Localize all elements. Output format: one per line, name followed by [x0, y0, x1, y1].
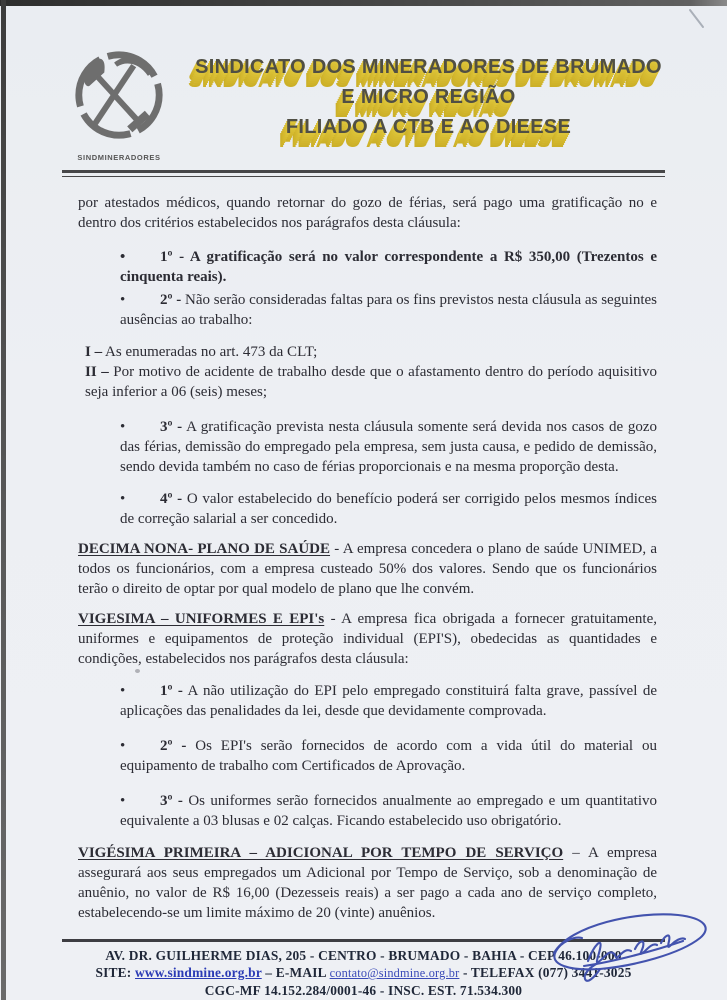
roman-item-1	[85, 342, 657, 362]
clause19-text: - A empresa concedera o plano de saúde UNIMED, a todos os funcionários, com a empresa custeado 50% dos valores. Sendo que os funcionários terão o direito de optar por qual modelo de plano que lhe convém.	[78, 541, 658, 597]
org-title-line1: SINDICATO DOS MINERADORES DE BRUMADO	[195, 56, 662, 78]
org-title-line3: FILIADO A CTB E AO DIEESE	[285, 116, 572, 138]
item-text: A não utilização do EPI pelo empregado constituirá falta grave, passível de aplicações das penalidades da lei, desde que devidamente comprovada.	[120, 683, 657, 719]
clause20-text: - A empresa fica obrigada a fornecer gratuitamente, uniformes e equipamentos de proteção individual (EPI'S), obedecidas as quantidades e condições, estabelecidos nos parágrafos desta cláusula:	[78, 611, 657, 667]
clause18-item-2	[120, 290, 657, 330]
roman-item-2	[85, 362, 657, 402]
clause20-item-1	[120, 681, 657, 721]
site-link[interactable]: www.sindmine.org.br	[135, 965, 262, 980]
item-text: Os uniformes serão fornecidos anualmente ao empregado e um quantitativo equivalente a 03 blusas e 02 calças. Ficando estabelecido uso obrigatório.	[120, 793, 658, 829]
union-logo	[58, 46, 180, 162]
site-label: SITE:	[95, 965, 132, 980]
item-text: Não serão consideradas faltas para os fins previstos nesta cláusula as seguintes ausências ao trabalho:	[120, 292, 658, 328]
telefax-label: - TELEFAX (077) 3441-3025	[462, 965, 632, 980]
scan-edge-left	[1, 0, 6, 1000]
email-link[interactable]: contato@sindmine.org.br	[329, 966, 460, 980]
clause20-item-2	[120, 736, 657, 776]
letterhead	[0, 0, 727, 162]
item-marker: 4º -	[160, 491, 183, 507]
clause20-heading: VIGESIMA – UNIFORMES E EPI's	[78, 611, 325, 627]
bullet-icon: •	[120, 793, 126, 809]
footer-registration: CGC-MF 14.152.284/0001-46 - INSC. EST. 71.534.300	[204, 983, 523, 998]
clause19-heading: DECIMA NONA- PLANO DE SAÚDE	[78, 541, 331, 557]
header-divider-rule	[62, 170, 665, 177]
clause19-paragraph	[78, 539, 657, 599]
clause18-item-1	[120, 247, 657, 287]
clause18-item-3	[120, 417, 657, 477]
scan-edge-top	[0, 0, 727, 6]
clause20-paragraph	[78, 609, 657, 669]
item-text: A gratificação prevista nesta cláusula somente será devida nos casos de gozo das férias, demissão do empregado pela empresa, sem justa causa, e pedido de demissão, sendo devida também no caso de férias proporcionais e na mesma proporção desta.	[120, 419, 657, 475]
bullet-icon: •	[120, 683, 126, 699]
bullet-icon: •	[120, 738, 126, 754]
item-text: O valor estabelecido do benefício poderá ser corrigido pelos mesmos índices de correção salarial a ser concedido.	[120, 491, 658, 527]
item-marker: 3º -	[160, 793, 183, 809]
footer-address: AV. DR. GUILHERME DIAS, 205 - CENTRO - BRUMADO - BAHIA - CEP 46.100-000	[105, 948, 622, 963]
item-marker: 2º -	[160, 292, 182, 308]
clause18-roman-list	[78, 342, 657, 402]
item-marker: 2º -	[160, 738, 187, 754]
clause20-item-3	[120, 791, 657, 831]
item-text: As enumeradas no art. 473 da CLT;	[105, 344, 318, 360]
item-text: A gratificação será no valor correspondente a R$ 350,00 (Trezentos e cinquenta reais).	[120, 249, 657, 285]
bullet-icon: •	[120, 419, 126, 435]
item-marker: 1º -	[160, 249, 185, 265]
item-text: Por motivo de acidente de trabalho desde que o afastamento dentro do período aquisitivo seja inferior a 06 (seis) meses;	[85, 364, 657, 400]
document-body	[0, 177, 727, 923]
handwritten-signature	[542, 903, 714, 988]
bullet-icon: •	[120, 292, 126, 308]
pen-mark-icon	[688, 8, 706, 30]
miners-crossed-tools-icon	[65, 46, 173, 146]
item-marker: II –	[85, 364, 109, 380]
item-text: Os EPI's serão fornecidos de acordo com a vida útil do material ou equipamento de trabalho com Certificados de Aprovação.	[120, 738, 657, 774]
clause21-heading: VIGÉSIMA PRIMEIRA – ADICIONAL POR TEMPO DE SERVIÇO	[78, 845, 564, 861]
item-marker: I –	[85, 344, 103, 360]
logo-label: SINDMINERADORES	[77, 153, 161, 162]
bullet-icon: •	[120, 249, 126, 265]
item-marker: 1º -	[160, 683, 183, 699]
org-title-line2: E MICRO REGIÃO	[341, 86, 516, 108]
clause21-text: – A empresa assegurará aos seus empregados um Adicional por Tempo de Serviço, sob a denominação de anuênio, no valor de R$ 16,00 (Dezesseis reais) a ser pago a cada ano de serviço completo, estabelecendo-se um limite máximo de 20 (vinte) anuênios.	[78, 845, 658, 921]
bullet-icon: •	[120, 491, 126, 507]
item-marker: 3º -	[160, 419, 183, 435]
ink-speck	[135, 669, 140, 673]
email-label: – E-MAIL	[265, 965, 327, 980]
paragraph-intro: por atestados médicos, quando retornar do gozo de férias, será pago uma gratificação no e dentro dos critérios estabelecidos nos parágrafos desta cláusula:	[78, 195, 657, 231]
org-title	[180, 46, 697, 142]
clause18-item-4	[120, 489, 657, 529]
